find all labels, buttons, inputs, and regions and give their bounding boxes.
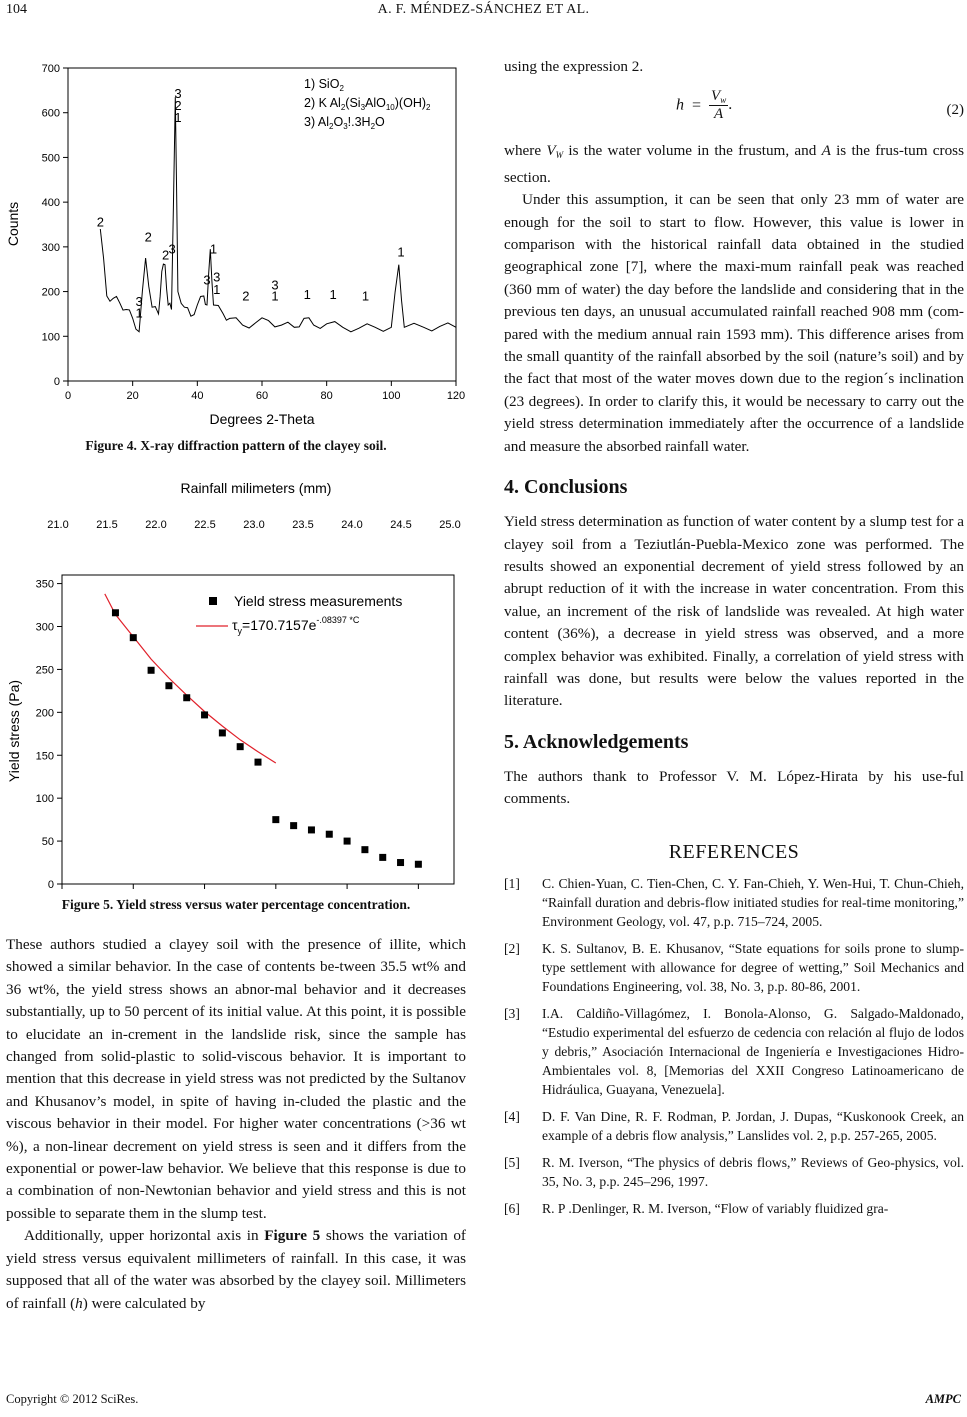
peak-label: 1 xyxy=(135,305,143,321)
data-point xyxy=(130,634,137,641)
y-tick-label: 600 xyxy=(41,107,60,120)
references-heading: REFERENCES xyxy=(668,840,800,863)
page-number: 104 xyxy=(6,2,27,17)
reference-list xyxy=(504,874,964,1218)
top-tick-label: 21.5 xyxy=(96,519,118,531)
data-point xyxy=(201,711,208,718)
x-tick-label: 100 xyxy=(382,390,401,402)
reference-item: [1] C. Chien-Yuan, C. Tien-Chen, C. Y. Fan-Chieh, Y. Wen-Hui, T. Chun-Chieh, “Rainfall duration and debris-flow initiated studies for real-time monitoring,” Environment Geology, vol. 47, p.p. 715–724, 2005. xyxy=(504,875,964,929)
peak-label: 3 xyxy=(168,241,176,257)
peak-label: 2 xyxy=(242,288,250,304)
left-body-text xyxy=(6,934,466,1315)
peak-label: 1 xyxy=(174,110,182,126)
data-point xyxy=(112,609,119,616)
data-point xyxy=(183,694,190,701)
top-tick-label: 21.0 xyxy=(47,519,69,531)
reference-item: [5] R. M. Iverson, “The physics of debris flows,” Reviews of Geo-physics, vol. 35, No. 3, p.p. 245–296, 1997. xyxy=(504,1154,964,1189)
peak-label: 2 xyxy=(162,247,170,263)
top-axis-ticks xyxy=(47,519,460,531)
conclusions-heading: 4. Conclusions xyxy=(504,476,628,499)
y-tick-label: 150 xyxy=(35,750,54,763)
data-point xyxy=(344,838,351,845)
figure-4-caption: Figure 4. X-ray diffraction pattern of the clayey soil. xyxy=(85,438,387,453)
reference-item: [4] D. F. Van Dine, R. F. Rodman, P. Jordan, J. Dupas, “Kuskonook Creek, an example of a debris flow analysis,” Lanslides vol. 2, p.p. 257-265, 2005. xyxy=(504,1108,964,1143)
right-column xyxy=(504,56,964,1226)
paragraph-assumption: Under this assumption, it can be seen that only 23 mm of water are enough for the soil to start to flow. However, this value is lower in comparison with the historical rainfall data obtained in the studied geographical zone [7], where the maxi-mum rainfall peak was reached (360 mm of water) the day before the landslide and considering that in the previous ten days, an unusual accumulated rainfall reached 908 mm (com-pared with the medium annual rain 1593 mm). This difference arises from the small quantity of the rainfall absorbed by the soil (nature’s soil) and by the fact that most of the water moves down due to the region´s inclination (23 degrees). In order to clarify this, it would be necessary to carry out the yield stress determination immediately after the occurrence of a landslide and measure the absorbed rainfall water. xyxy=(504,191,964,455)
phase-legend xyxy=(304,77,431,131)
top-tick-label: 25.0 xyxy=(439,519,461,531)
reference-item: [3] I.A. Caldiño-Villagómez, I. Bonola-Alonso, G. Salgado-Maldonado, “Estudio experimental del esfuerzo de cedencia con relación al flujo de lodos y debris,” Asociación Internacional de Ingeniería e Investigaciones Hidro-Ambientales vol. 8, [Memorias del XXII Congreso Latinoamericano de Hidráulica, Guayana, Venezuela]. xyxy=(504,1005,964,1097)
y-tick-label: 500 xyxy=(41,152,60,165)
data-point xyxy=(308,826,315,833)
footer-journal: AMPC xyxy=(925,1392,961,1406)
running-head: A. F. MÉNDEZ-SÁNCHEZ ET AL. xyxy=(377,2,590,17)
peak-label: 3 xyxy=(271,277,279,293)
peak-label: 1 xyxy=(397,244,405,260)
data-point xyxy=(237,743,244,750)
plot-frame xyxy=(68,68,456,381)
paragraph-conclusions: Yield stress determination as function of water content by a slump test for a clayey soil from a Teziutlán-Puebla-Mexico zone was performed. The results showed an exponential decrement of yield stress followed by an abrupt reduction of it with the increase in water concentration. From this value, an increment of the risk of landslide was revealed. At high water content (36%), a decrease in yield stress was observed, and a more complex behavior was exhibited. Finally, a correlation of yield stress with rainfall was done, but results were below the values reported in the literature. xyxy=(504,513,964,710)
y-tick-label: 700 xyxy=(41,63,60,75)
measurement-points xyxy=(112,609,422,867)
y-tick-label: 200 xyxy=(35,707,54,720)
figure-4 xyxy=(6,48,466,438)
peak-label: 1 xyxy=(361,288,370,304)
y-tick-label: 50 xyxy=(41,836,54,849)
paragraph-illite: These authors studied a clayey soil with the presence of illite, which showed a similar behavior. In the case of contents be-tween 35.5 wt% and 36 wt%, the yield stress shows an abnor-mal behavior and it decreases substantially, up to 50 percent of its initial value. At this point, it is possible to elucidate an in-crement in the landslide risk, since the sample has changed from solid-plastic to solid-viscous behavior. It is important to mention that this decrease in yield stress was not predicted by the Sultanov and Khusanov’s model, in spite of having in-cluded the plastic and the viscous behavior in their model. For higher water concentrations (>36 wt %), a non-linear decrement on yield stress is seen and it differs from the exponential or power-law behavior. We believe that this response is due to a combination of non-Newtonian behavior and yield stress and this is not possible to separate them in the slump test. xyxy=(6,936,466,1222)
legend-item-sio2: 1) SiO$_2$ xyxy=(304,77,344,93)
y-axis-label: Counts xyxy=(6,201,21,247)
data-point xyxy=(165,682,172,689)
y-tick-label: 0 xyxy=(53,376,60,388)
reference-item: [6] R. P .Denlinger, R. M. Iverson, “Flow of variably fluidized gra- xyxy=(504,1200,889,1216)
peak-label: 1 xyxy=(213,281,221,297)
y-tick-label: 350 xyxy=(35,578,54,591)
legend-measurements-label: Yield stress measurements xyxy=(234,593,403,609)
data-point xyxy=(415,861,422,868)
footer-copyright: Copyright © 2012 SciRes. xyxy=(6,1392,139,1406)
top-tick-label: 24.5 xyxy=(390,519,412,531)
equation-number: (2) xyxy=(946,102,964,119)
paragraph-acknowledgements: The authors thank to Professor V. M. López-Hirata by his use-ful comments. xyxy=(504,767,964,808)
x-tick-label: 120 xyxy=(446,390,466,402)
x-tick-label: 20 xyxy=(126,390,139,402)
equation-2: h = $\frac{V_w}{A}$ . (2) xyxy=(676,88,964,123)
legend-fit-label: $\tau_y=170.7157e^{-.08397 *C}$ xyxy=(232,615,360,636)
data-point xyxy=(255,759,262,766)
y-tick-label: 400 xyxy=(41,197,60,210)
y-tick-label: 200 xyxy=(41,286,60,299)
chart-legend xyxy=(196,593,402,636)
data-point xyxy=(397,859,404,866)
yield-stress-chart xyxy=(6,473,466,893)
figure-5-caption: Figure 5. Yield stress versus water percentage concentration. xyxy=(61,897,411,912)
legend-item-muscovite: 2) K $Al_2(Si_3AlO_{10})(OH)_2$ xyxy=(304,96,431,112)
y-tick-label: 100 xyxy=(41,331,60,344)
peak-label: 1 xyxy=(329,287,337,303)
data-point xyxy=(148,667,155,674)
top-tick-label: 23.0 xyxy=(243,519,265,531)
peak-label: 3 xyxy=(135,293,143,309)
y-axis-ticks xyxy=(42,63,68,388)
peak-label: 1 xyxy=(303,287,311,303)
paragraph-expression-intro: using the expression 2. xyxy=(504,58,644,75)
x-axis-label: Degrees 2-Theta xyxy=(209,411,315,427)
top-tick-label: 23.5 xyxy=(292,519,314,531)
legend-square-marker xyxy=(209,597,217,605)
top-axis-label: Rainfall milimeters (mm) xyxy=(180,480,332,496)
x-axis-ticks xyxy=(65,381,465,402)
x-axis-ticks xyxy=(56,884,425,893)
data-point xyxy=(219,729,226,736)
peak-label: 2 xyxy=(174,98,182,114)
x-tick-label: 0 xyxy=(64,390,72,402)
paragraph-rainfall-axis: Additionally, upper horizontal axis in Figure 5 shows the variation of yield stress versus equivalent millimeters of rainfall. In this case, it was supposed that all of the water was absorbed by the clayey soil. Millimeters of rainfall (h) were calculated by xyxy=(6,1227,466,1312)
y-tick-label: 250 xyxy=(35,664,54,677)
x-tick-label: 60 xyxy=(255,390,269,402)
x-tick-label: 80 xyxy=(320,390,333,402)
data-point xyxy=(361,846,368,853)
reference-item: [2] K. S. Sultanov, B. E. Khusanov, “State equations for soils prone to slump-type settlement with allowance for degree of wetting,” Soil Mechanics and Foundations Engineering, vol. 38, No. 3, p.p. 80-86, 2001. xyxy=(504,940,964,994)
y-tick-label: 300 xyxy=(35,621,54,634)
y-tick-label: 100 xyxy=(35,793,54,806)
top-tick-label: 22.0 xyxy=(145,519,167,531)
data-point xyxy=(379,854,386,861)
y-tick-label: 0 xyxy=(47,879,54,891)
peak-label: 3 xyxy=(203,272,211,288)
data-point xyxy=(272,816,279,823)
acknowledgements-heading: 5. Acknowledgements xyxy=(504,730,689,753)
peak-label: 3 xyxy=(213,269,221,285)
data-point xyxy=(326,831,333,838)
top-tick-label: 24.0 xyxy=(341,519,363,531)
peak-label: 3 xyxy=(174,85,182,101)
figure-5 xyxy=(6,473,466,893)
y-axis-label: Yield stress (Pa) xyxy=(6,679,22,783)
legend-item-alumina: 3) $Al_2O_3!.3H_2O$ xyxy=(304,115,385,131)
peak-label: 1 xyxy=(271,288,279,304)
peak-label: 1 xyxy=(209,241,218,257)
data-point xyxy=(290,822,297,829)
top-tick-label: 22.5 xyxy=(194,519,216,531)
xrd-chart xyxy=(6,48,466,438)
peak-label: 2 xyxy=(144,229,152,245)
y-axis-ticks xyxy=(36,579,62,891)
paragraph-where: where $V_W$ is the water volume in the frustum, and A is the frus-tum cross section. xyxy=(504,142,964,186)
y-tick-label: 300 xyxy=(41,241,60,254)
peak-label: 2 xyxy=(96,214,104,230)
x-tick-label: 40 xyxy=(191,390,204,402)
